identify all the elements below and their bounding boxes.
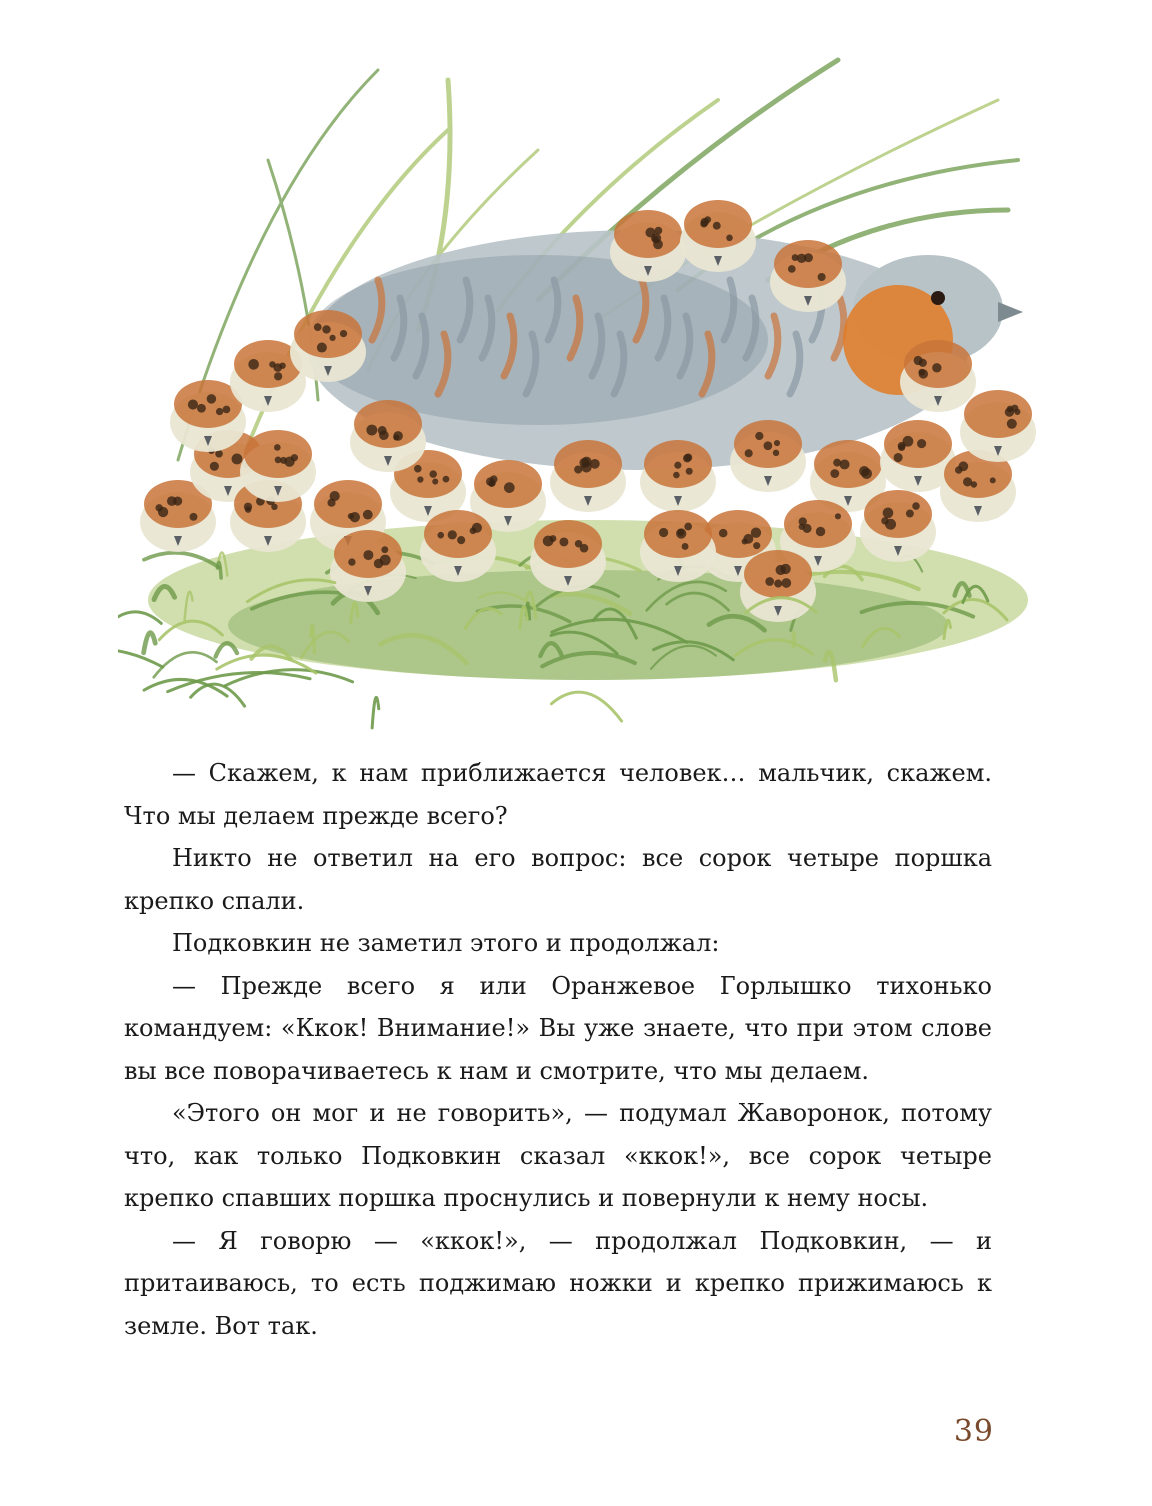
page-number: 39 (953, 1414, 994, 1449)
paragraph: — Прежде всего я или Оранжевое Горлышко тихонько командуем: «Ккок! Внимание!» Вы уже знаете, что при этом слове вы все поворачиваетесь к нам и смотрите, что мы делаем. (124, 971, 992, 1085)
chick (860, 490, 936, 562)
chick (550, 440, 626, 512)
chick (640, 440, 716, 512)
chick (960, 390, 1036, 462)
partridge-with-chicks-icon (118, 40, 1038, 730)
chick (330, 530, 406, 602)
chick (900, 340, 976, 412)
paragraph: Подковкин не заметил этого и продолжал: (172, 929, 720, 957)
chick (770, 240, 846, 312)
paragraph: «Этого он мог и не говорить», — подумал Жаворонок, потому что, как только Подковкин сказал «ккок!», все сорок четыре крепко спавших поршка проснулись и повернули к нему носы. (124, 1099, 992, 1212)
paragraph: — Я говорю — «ккок!», — продолжал Подковкин, — и притаиваюсь, то есть поджимаю ножки и крепко прижимаюсь к земле. Вот так. (124, 1226, 992, 1340)
chick (610, 210, 686, 282)
chick (530, 520, 606, 592)
chick (350, 400, 426, 472)
chick (740, 550, 816, 622)
paragraph: Никто не ответил на его вопрос: все сорок четыре поршка крепко спали. (124, 844, 992, 915)
paragraph: — Скажем, к нам приближается человек… мальчик, скажем. Что мы делаем прежде всего? (124, 759, 992, 830)
chick (680, 200, 756, 272)
story-text (124, 752, 992, 1347)
chick (640, 510, 716, 582)
chick (240, 430, 316, 502)
chick (730, 420, 806, 492)
partridge-with-chicks-illustration (118, 40, 1038, 730)
chick (290, 310, 366, 382)
chick (420, 510, 496, 582)
